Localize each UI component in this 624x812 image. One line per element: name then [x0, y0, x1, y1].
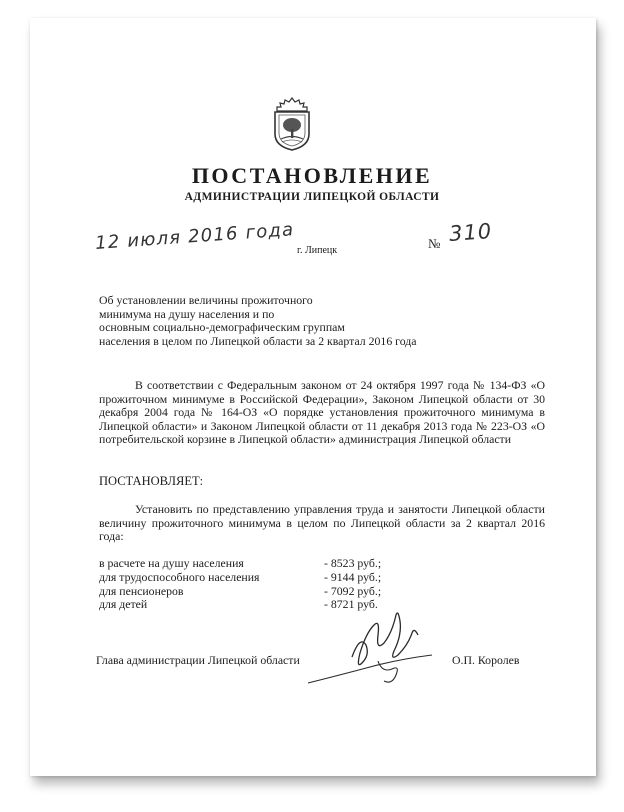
amounts-list — [99, 557, 429, 612]
handwritten-signature — [300, 605, 440, 695]
amount-row — [99, 571, 429, 585]
document-subtitle: АДМИНИСТРАЦИИ ЛИПЕЦКОЙ ОБЛАСТИ — [184, 191, 440, 203]
number-label: № — [428, 236, 441, 251]
subject-line: минимума на душу населения и по — [99, 306, 275, 321]
signatory-name: О.П. Королев — [452, 653, 520, 667]
subject-block — [99, 294, 479, 348]
amount-value: - 8523 руб.; — [324, 556, 382, 570]
order-paragraph — [99, 503, 545, 544]
handwritten-date: 12 июля 2016 года — [94, 219, 295, 254]
preamble-paragraph — [99, 379, 545, 447]
amount-row — [99, 585, 429, 599]
amount-label: для трудоспособного населения — [99, 569, 260, 584]
signatory-position: Глава администрации Липецкой области — [96, 653, 300, 667]
amount-value: - 8721 руб. — [324, 597, 378, 612]
order-text: Установить по представлению управления труда и занятости Липецкой области величину прожиточного минимума в целом по Липецкой области за 2 квартал 2016 года: — [99, 502, 545, 544]
decree-word: ПОСТАНОВЛЯЕТ: — [99, 474, 204, 488]
subject-line: основным социально-демографическим группам — [99, 320, 345, 335]
amount-label: для детей — [99, 597, 148, 612]
amount-value: - 9144 руб.; — [324, 569, 382, 584]
subject-line: Об установлении величины прожиточного — [99, 293, 313, 307]
preamble-text: В соответствии с Федеральным законом от 24 октября 1997 года № 134-ФЗ «О прожиточном минимуме в Российской Федерации», Законом Липецкой области от 30 декабря 2004 года № 164-ОЗ «О порядке установления прожиточного минимума в Липецкой области» и Законом Липецкой области от 11 декабря 2013 года № 223-ОЗ «О потребительской корзине в Липецкой области» администрация Липецкой области — [99, 378, 545, 447]
amount-label: в расчете на душу населения — [99, 556, 244, 570]
handwritten-number: 310 — [448, 219, 493, 246]
coat-of-arms-icon — [271, 96, 313, 152]
amount-value: - 7092 руб.; — [324, 583, 382, 598]
amount-label: для пенсионеров — [99, 583, 184, 598]
place-label: г. Липецк — [297, 245, 338, 256]
subject-line: населения в целом по Липецкой области за 2 квартал 2016 года — [99, 333, 417, 348]
amount-row — [99, 557, 429, 571]
document-title: ПОСТАНОВЛЕНИЕ — [191, 163, 433, 188]
